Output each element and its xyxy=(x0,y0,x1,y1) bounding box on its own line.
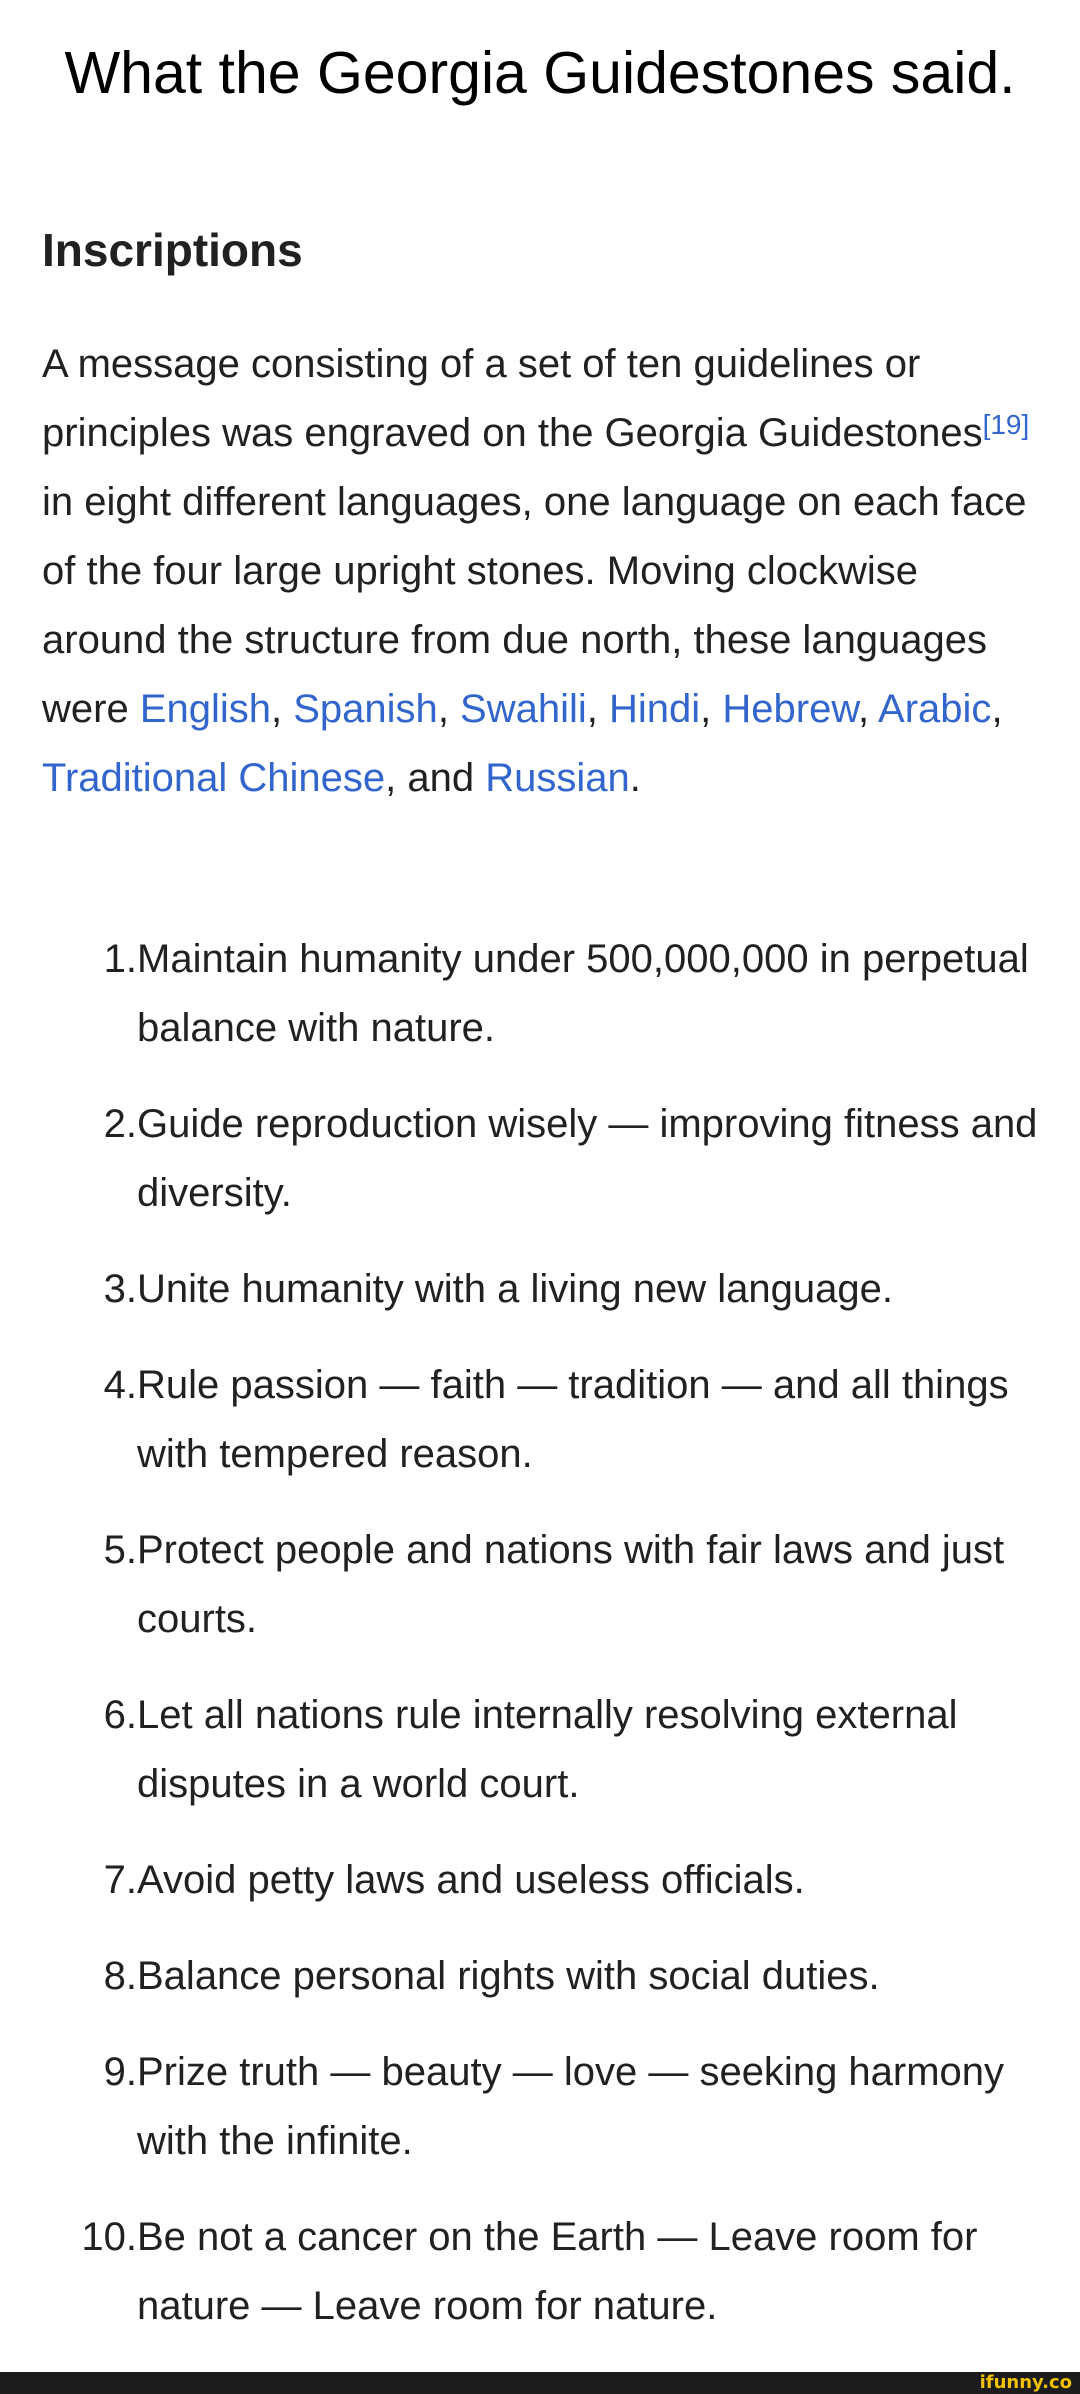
separator: , xyxy=(991,687,1003,731)
list-item-text: Balance personal rights with social duties. xyxy=(137,1954,880,1998)
guidelines-list xyxy=(42,925,1042,2368)
list-item-text: Let all nations rule internally resolving external disputes in a world court. xyxy=(137,1693,958,1806)
language-link-russian[interactable]: Russian xyxy=(485,756,630,800)
watermark-logo: ifunny.co xyxy=(979,2372,1072,2393)
list-item xyxy=(42,1942,1042,2011)
list-item-text: Unite humanity with a living new language. xyxy=(137,1267,893,1311)
language-link-hindi[interactable]: Hindi xyxy=(609,687,701,731)
section-heading: Inscriptions xyxy=(42,224,303,276)
list-item-text: Maintain humanity under 500,000,000 in perpetual balance with nature. xyxy=(137,937,1029,1050)
separator: , xyxy=(437,687,461,731)
list-item-text: Protect people and nations with fair laws and just courts. xyxy=(137,1528,1005,1641)
list-item xyxy=(42,925,1042,1063)
list-item-number: 1. xyxy=(103,937,137,981)
list-item xyxy=(42,1255,1042,1324)
list-item-number: 7. xyxy=(103,1858,137,1902)
list-item-text: Avoid petty laws and useless officials. xyxy=(137,1858,805,1902)
list-item xyxy=(42,1516,1042,1654)
list-item-number: 2. xyxy=(103,1102,137,1146)
separator: , xyxy=(700,687,723,731)
language-link-traditional-chinese[interactable]: Traditional Chinese xyxy=(42,756,386,800)
list-item-number: 4. xyxy=(103,1363,137,1407)
meme-title: What the Georgia Guidestones said. xyxy=(64,40,1016,106)
citation-link[interactable]: [19] xyxy=(982,408,1030,440)
list-item-number: 10. xyxy=(81,2215,137,2259)
list-item-text: Be not a cancer on the Earth — Leave room for nature — Leave room for nature. xyxy=(137,2215,978,2328)
list-item xyxy=(42,1351,1042,1489)
footer-bar xyxy=(0,2372,1080,2394)
language-link-hebrew[interactable]: Hebrew xyxy=(722,687,859,731)
list-item xyxy=(42,1681,1042,1819)
list-item xyxy=(42,2203,1042,2341)
intro-text-start: A message consisting of a set of ten guidelines or principles was engraved on the Georgia Guidestones xyxy=(42,342,983,455)
list-item xyxy=(42,1846,1042,1915)
list-item-text: Prize truth — beauty — love — seeking harmony with the infinite. xyxy=(137,2050,1005,2163)
list-item-number: 8. xyxy=(103,1954,137,1998)
list-item xyxy=(42,2038,1042,2176)
intro-paragraph xyxy=(42,330,1042,813)
list-item-number: 3. xyxy=(103,1267,137,1311)
separator: , xyxy=(586,687,609,731)
intro-end: . xyxy=(629,756,641,800)
intro-text-middle: in eight different languages, one language on each face of the four large upright stones. Moving clockwise around the structure from due north, these languages were xyxy=(42,480,1027,731)
language-link-english[interactable]: English xyxy=(139,687,272,731)
list-item-number: 5. xyxy=(103,1528,137,1572)
language-link-spanish[interactable]: Spanish xyxy=(293,687,438,731)
list-item-number: 6. xyxy=(103,1693,137,1737)
separator: , xyxy=(271,687,294,731)
separator: , xyxy=(858,687,879,731)
list-item-text: Rule passion — faith — tradition — and all things with tempered reason. xyxy=(137,1363,1009,1476)
language-link-swahili[interactable]: Swahili xyxy=(460,687,587,731)
and-separator: , and xyxy=(385,756,486,800)
language-link-arabic[interactable]: Arabic xyxy=(878,687,992,731)
list-item-text: Guide reproduction wisely — improving fitness and diversity. xyxy=(137,1102,1038,1215)
list-item-number: 9. xyxy=(103,2050,137,2094)
list-item xyxy=(42,1090,1042,1228)
